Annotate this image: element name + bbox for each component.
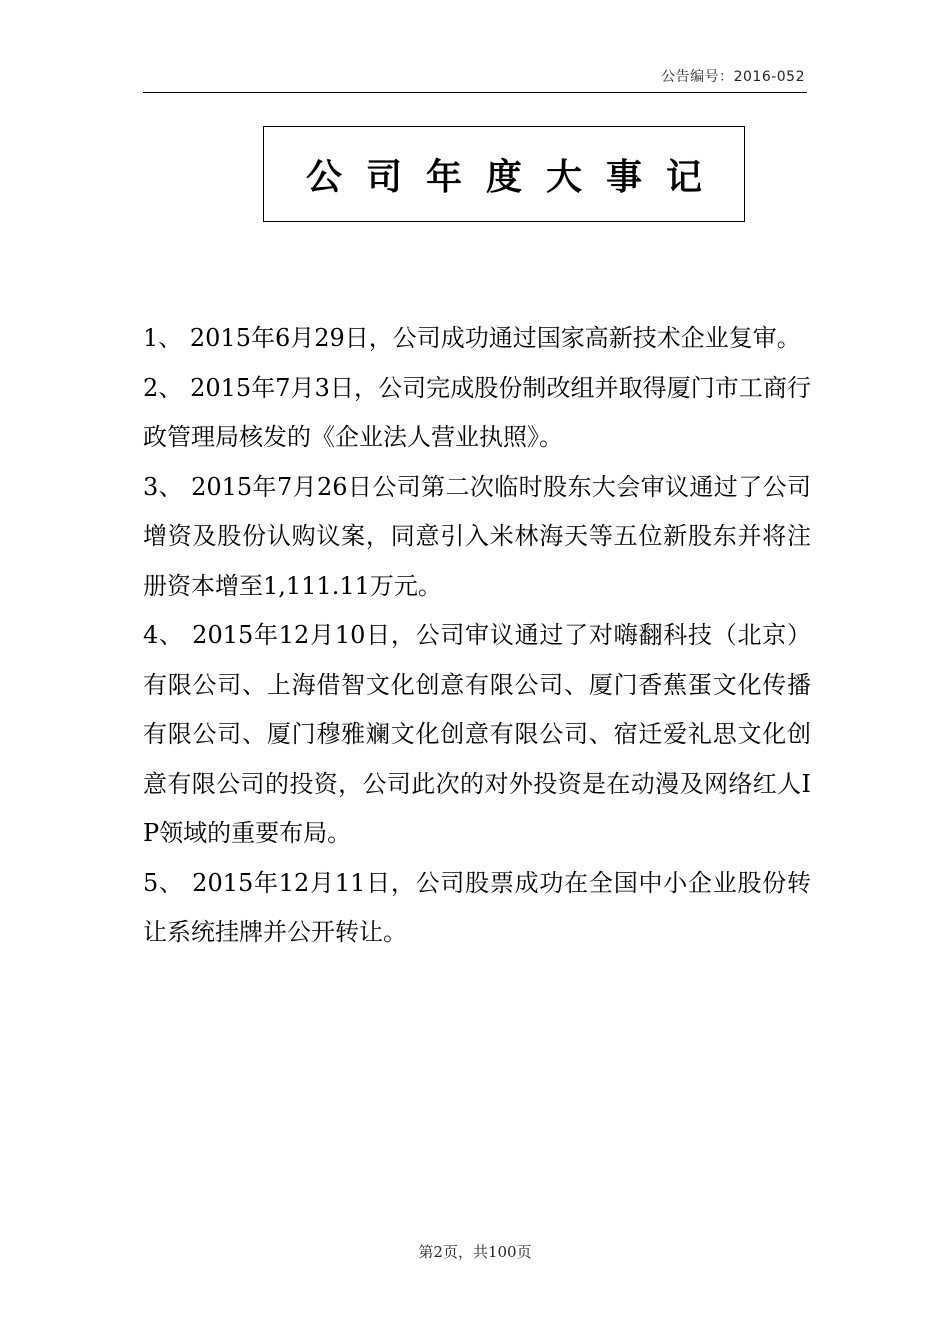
event-item-1: 1、 2015年6月29日，公司成功通过国家高新技术企业复审。 [143, 324, 801, 352]
event-item-4: 4、 2015年12月10日，公司审议通过了对嗨翻科技（北京）有限公司、上海借智文化创意有限公司、厦门香蕉蛋文化传播有限公司、厦门穆雅斓文化创意有限公司、宿迁爱礼思文化创意有限公司的投资，公司此次的对外投资是在动漫及网络红人IP领域的重要布局。 [143, 621, 811, 847]
event-item-3: 3、 2015年7月26日公司第二次临时股东大会审议通过了公司增资及股份认购议案，同意引入米林海天等五位新股东并将注册资本增至1,111.11万元。 [143, 472, 811, 600]
event-list [143, 314, 811, 958]
header-divider [143, 92, 807, 93]
event-item-5: 5、 2015年12月11日，公司股票成功在全国中小企业股份转让系统挂牌并公开转让。 [143, 868, 811, 946]
title-box [263, 126, 745, 222]
page-number: 第2页，共100页 [418, 1243, 532, 1261]
event-item-2: 2、 2015年7月3日，公司完成股份制改组并取得厦门市工商行政管理局核发的《企业法人营业执照》。 [143, 373, 811, 451]
notice-number: 公告编号：2016-052 [661, 69, 805, 85]
page-title: 公司年度大事记 [305, 156, 726, 198]
